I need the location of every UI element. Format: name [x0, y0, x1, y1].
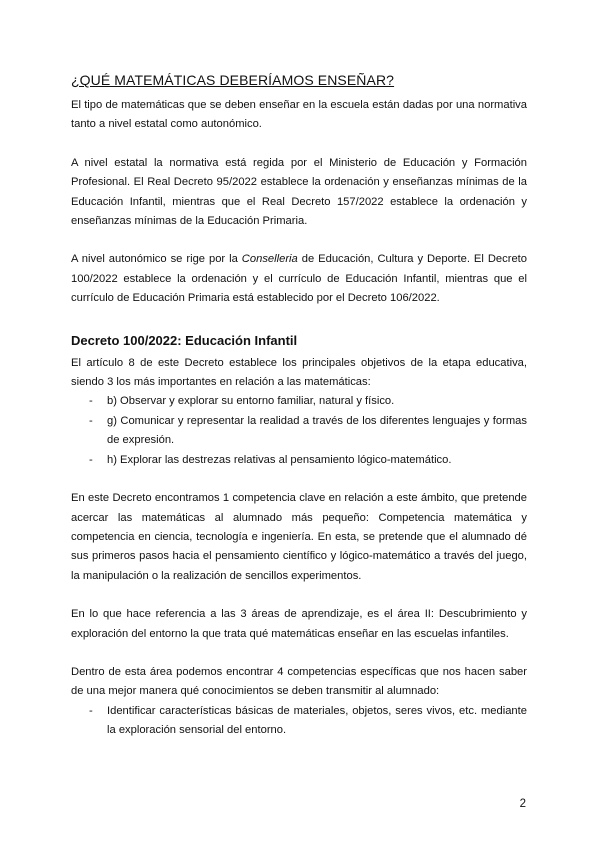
state-paragraph: A nivel estatal la normativa está regida por el Ministerio de Educación y Formación Profesional. El Real Decreto 95/2022 establece la ordenación y enseñanzas mínimas de la Educación Infantil, mientras que el Real Decreto 157/2022 establece la ordenación y enseñanzas mínimas de la Educación Primaria.	[71, 156, 527, 228]
regional-text-after: de Educación, Cultura y Deporte. El Decreto 100/2022 establece la ordenación y el currículo de Educación Infantil, mientras que el currículo de Educación Primaria está establecido por el Decreto 106/2022.	[71, 253, 527, 305]
list-item: - Identificar características básicas de materiales, objetos, seres vivos, etc. mediante la exploración sensorial del entorno.	[71, 702, 527, 741]
page-title: ¿QUÉ MATEMÁTICAS DEBERÍAMOS ENSEÑAR?	[71, 72, 395, 88]
objectives-list	[71, 392, 527, 470]
competence-paragraph: En este Decreto encontramos 1 competencia clave en relación a este ámbito, que pretende acercar las matemáticas al alumnado más pequeño: Competencia matemática y competencia en ciencia, tecnología e ingeniería. En esta, se pretende que el alumnado dé sus primeros pasos hacia el pensamiento científico y lógico-matemático a través del juego, la manipulación o la realización de sencillos experimentos.	[71, 492, 527, 582]
section-heading: Decreto 100/2022: Educación Infantil	[71, 332, 298, 348]
article-paragraph: El artículo 8 de este Decreto establece los principales objetivos de la etapa educativa, siendo 3 los más importantes en relación a las matemáticas:	[71, 356, 527, 389]
regional-text-before: A nivel autonómico se rige por la	[71, 253, 242, 266]
areas-paragraph: En lo que hace referencia a las 3 áreas de aprendizaje, es el área II: Descubrimiento y exploración del entorno la que trata qué matemáticas enseñar en las escuelas infantiles.	[71, 608, 527, 640]
regional-paragraph	[71, 250, 527, 308]
list-item: - g) Comunicar y representar la realidad a través de los diferentes lenguajes y formas de expresión.	[71, 412, 527, 451]
regional-text-italic: Conselleria	[241, 253, 298, 266]
list-item: - b) Observar y explorar su entorno familiar, natural y físico.	[71, 392, 527, 411]
list-item: - h) Explorar las destrezas relativas al pensamiento lógico-matemático.	[71, 451, 527, 470]
document-page	[71, 70, 527, 741]
page-number: 2	[519, 798, 526, 810]
intro-paragraph: El tipo de matemáticas que se deben enseñar en la escuela están dadas por una normativa tanto a nivel estatal como autonómico.	[71, 99, 527, 131]
specific-list	[71, 702, 527, 741]
specific-paragraph: Dentro de esta área podemos encontrar 4 competencias específicas que nos hacen saber de una mejor manera qué conocimientos se deben transmitir al alumnado:	[71, 665, 527, 698]
